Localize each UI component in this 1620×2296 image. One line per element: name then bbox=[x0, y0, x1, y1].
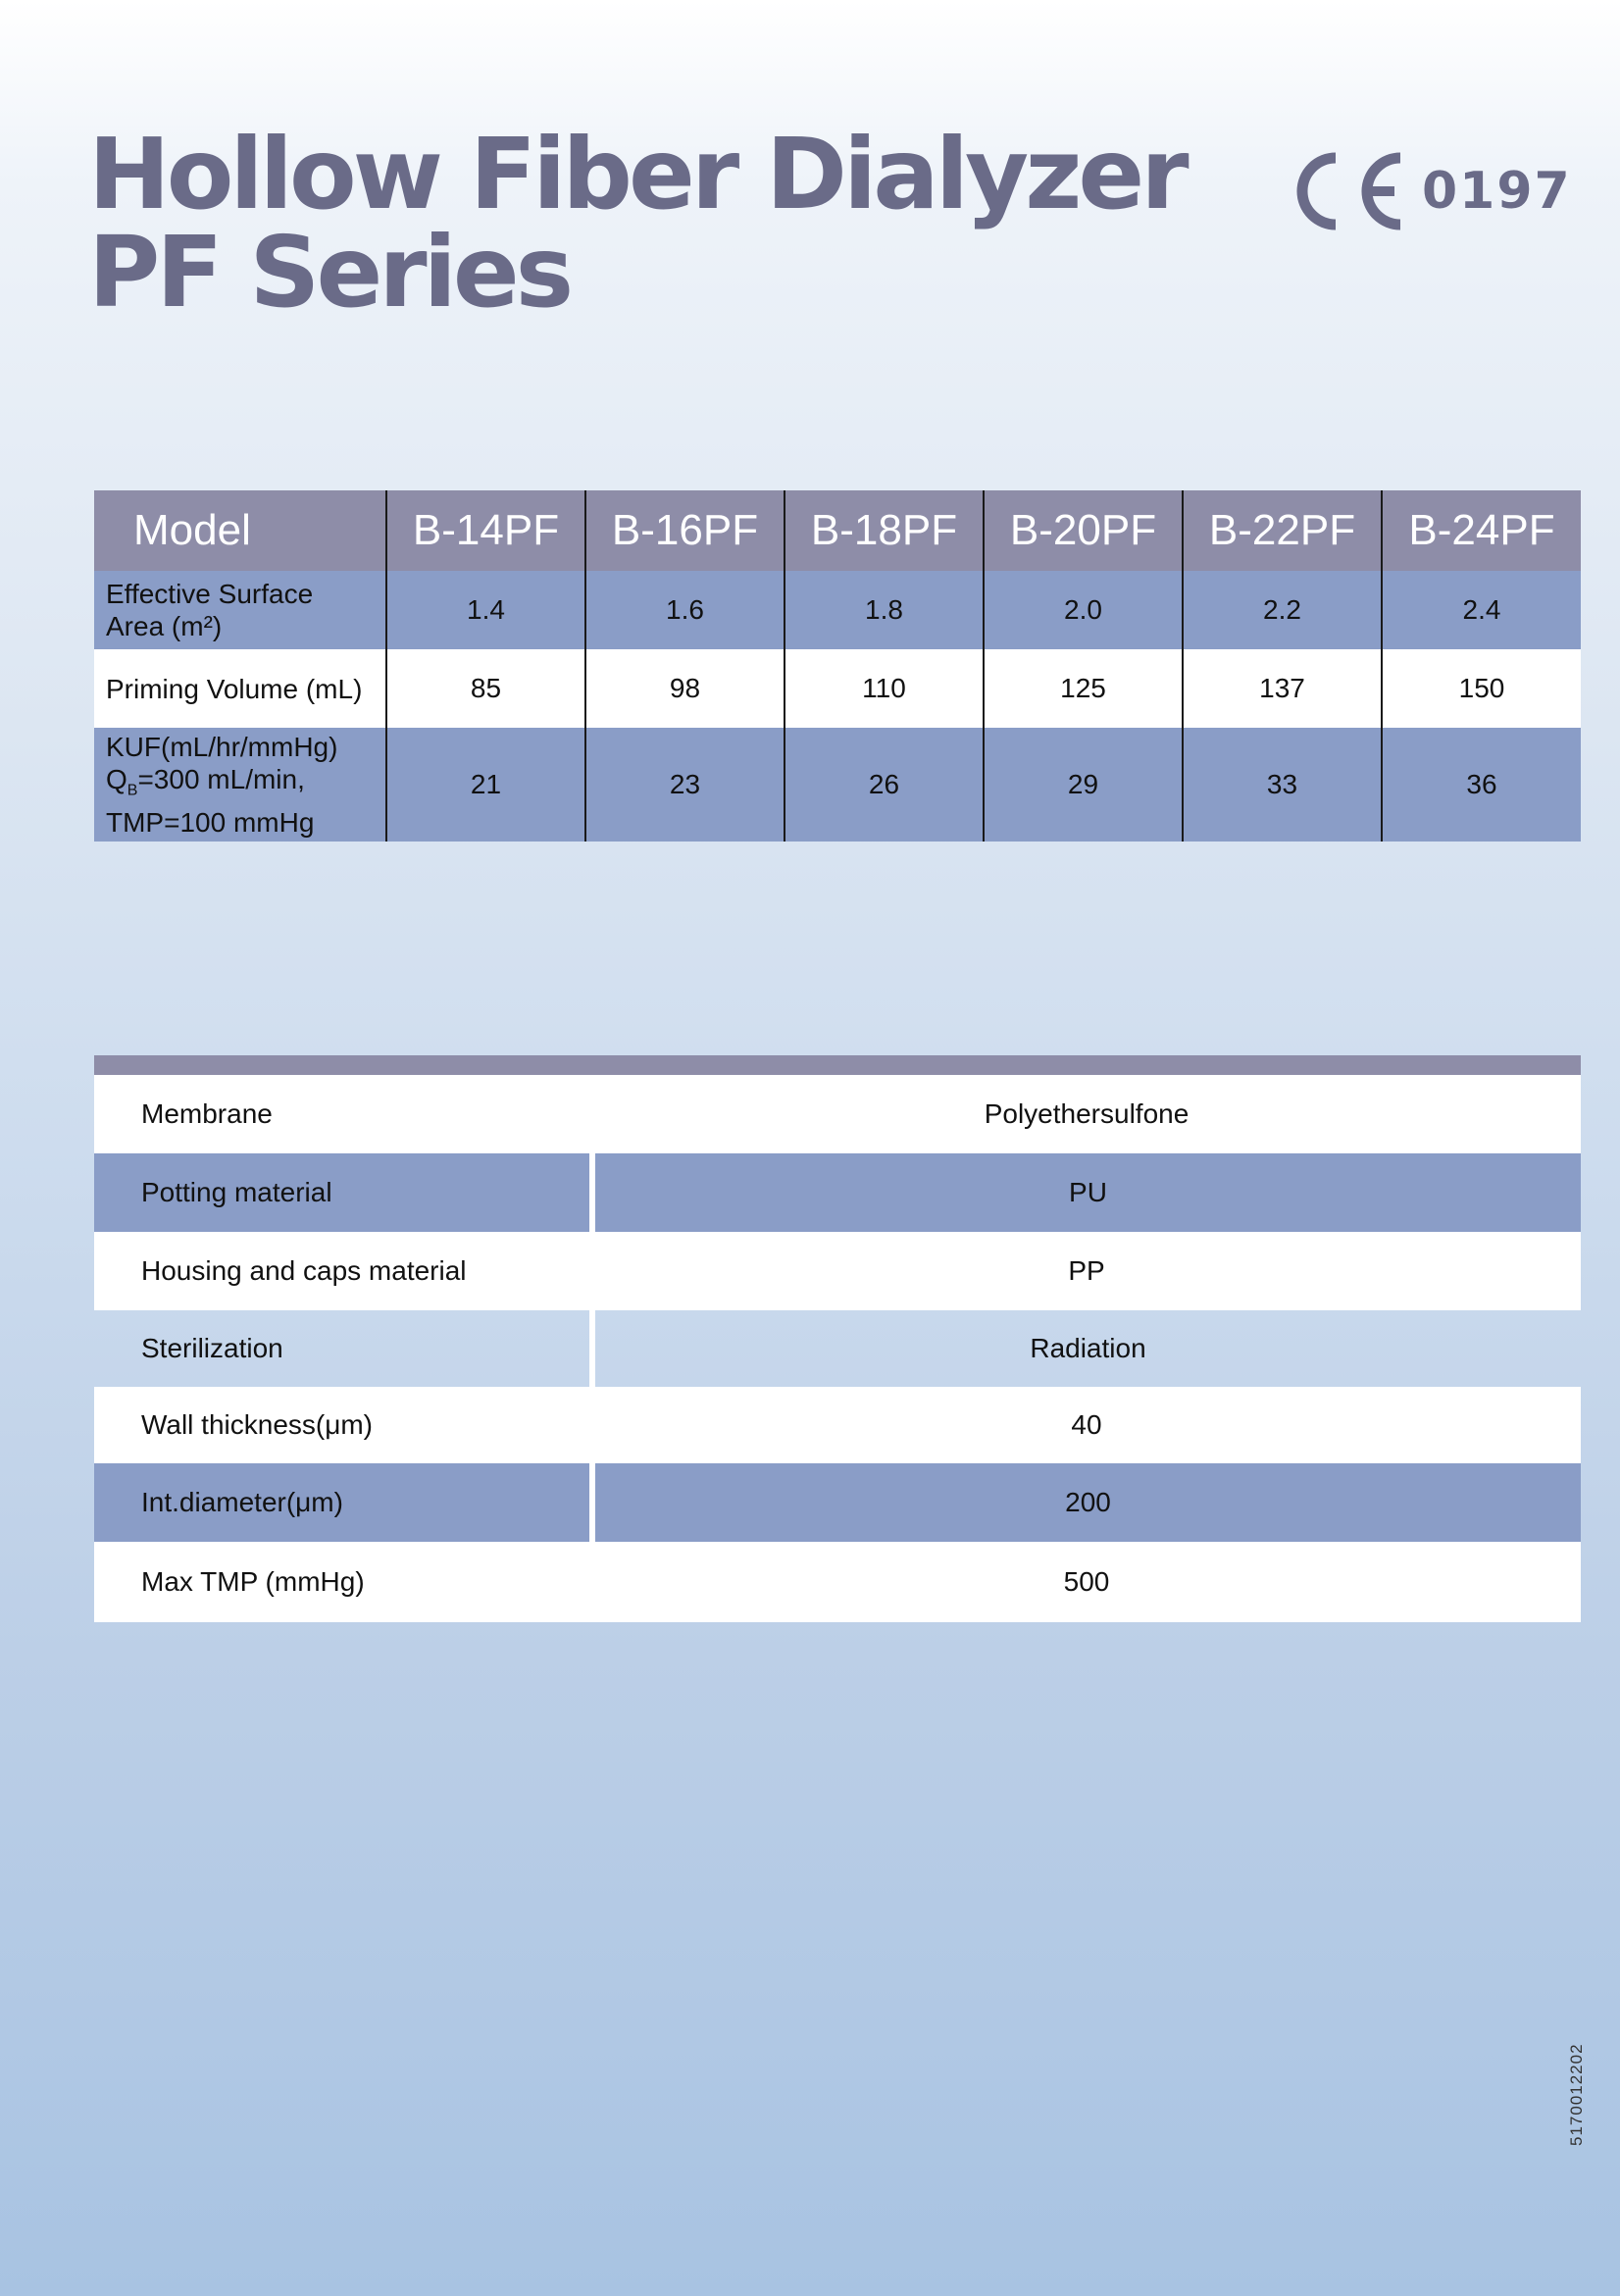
model-name: B-20PF bbox=[984, 490, 1183, 571]
table-row bbox=[94, 1232, 1581, 1310]
table-cell: 29 bbox=[984, 728, 1183, 842]
table-row bbox=[94, 1542, 1581, 1622]
spec-label: Membrane bbox=[94, 1075, 592, 1153]
spec-table-container bbox=[94, 1055, 1581, 1622]
row-label-line: Effective Surface bbox=[106, 579, 314, 609]
table-cell: 23 bbox=[585, 728, 785, 842]
row-label bbox=[94, 728, 386, 842]
table-cell: 2.2 bbox=[1183, 571, 1382, 649]
model-name: B-24PF bbox=[1382, 490, 1581, 571]
document-code: 5170012202 bbox=[1567, 2043, 1586, 2146]
model-table bbox=[94, 490, 1581, 842]
model-name: B-14PF bbox=[386, 490, 585, 571]
spec-label: Housing and caps material bbox=[94, 1232, 592, 1310]
table-row bbox=[94, 649, 1581, 728]
q-symbol: Q bbox=[106, 763, 127, 794]
spec-value: Polyethersulfone bbox=[592, 1075, 1581, 1153]
model-name: B-18PF bbox=[785, 490, 984, 571]
row-label-line bbox=[106, 763, 385, 807]
q-value: =300 mL/min, bbox=[137, 763, 305, 794]
q-subscript: B bbox=[127, 782, 138, 799]
ce-certification bbox=[1285, 147, 1572, 235]
spec-label: Potting material bbox=[94, 1153, 592, 1232]
ce-number: 0197 bbox=[1422, 162, 1572, 221]
spec-value: 500 bbox=[592, 1542, 1581, 1622]
row-label bbox=[94, 571, 386, 649]
table-cell: 26 bbox=[785, 728, 984, 842]
table-row bbox=[94, 1387, 1581, 1463]
spec-label: Int.diameter(μm) bbox=[94, 1463, 592, 1542]
spec-label: Wall thickness(μm) bbox=[94, 1387, 592, 1463]
table-cell: 110 bbox=[785, 649, 984, 728]
spec-value: 200 bbox=[592, 1463, 1581, 1542]
table-row bbox=[94, 728, 1581, 842]
model-header-row bbox=[94, 490, 1581, 571]
spec-value: Radiation bbox=[1030, 1333, 1146, 1363]
spec-header-bar bbox=[94, 1055, 1581, 1075]
model-name: B-16PF bbox=[585, 490, 785, 571]
table-cell: 1.8 bbox=[785, 571, 984, 649]
table-cell: 21 bbox=[386, 728, 585, 842]
spec-label: Sterilization bbox=[94, 1310, 592, 1387]
row-label-line: TMP=100 mmHg bbox=[106, 807, 315, 839]
row-label-line: Area (m²) bbox=[106, 611, 223, 641]
table-row bbox=[94, 1310, 1581, 1387]
table-cell: 125 bbox=[984, 649, 1183, 728]
table-cell: 150 bbox=[1382, 649, 1581, 728]
spec-value: PU bbox=[592, 1153, 1581, 1232]
model-name: B-22PF bbox=[1183, 490, 1382, 571]
spec-value: 40 bbox=[592, 1387, 1581, 1463]
title-line-1: Hollow Fiber Dialyzer bbox=[88, 117, 1186, 231]
table-row bbox=[94, 1075, 1581, 1153]
table-row bbox=[94, 571, 1581, 649]
table-cell: 33 bbox=[1183, 728, 1382, 842]
row-label-line: Priming Volume (mL) bbox=[106, 673, 363, 704]
table-cell: 85 bbox=[386, 649, 585, 728]
row-label bbox=[94, 649, 386, 728]
row-label-line: KUF(mL/hr/mmHg) bbox=[106, 731, 338, 762]
spec-value: PP bbox=[592, 1232, 1581, 1310]
spec-table bbox=[94, 1075, 1581, 1622]
table-cell: 1.4 bbox=[386, 571, 585, 649]
table-row bbox=[94, 1463, 1581, 1542]
table-cell: 2.4 bbox=[1382, 571, 1581, 649]
table-cell: 36 bbox=[1382, 728, 1581, 842]
spec-label: Max TMP (mmHg) bbox=[94, 1542, 592, 1622]
table-cell: 2.0 bbox=[984, 571, 1183, 649]
table-cell: 1.6 bbox=[585, 571, 785, 649]
table-cell: 137 bbox=[1183, 649, 1382, 728]
table-cell: 98 bbox=[585, 649, 785, 728]
ce-logo-icon bbox=[1285, 152, 1408, 230]
page-title bbox=[88, 117, 1186, 330]
model-header-label: Model bbox=[94, 490, 386, 571]
title-line-2: PF Series bbox=[88, 215, 571, 330]
table-row bbox=[94, 1153, 1581, 1232]
